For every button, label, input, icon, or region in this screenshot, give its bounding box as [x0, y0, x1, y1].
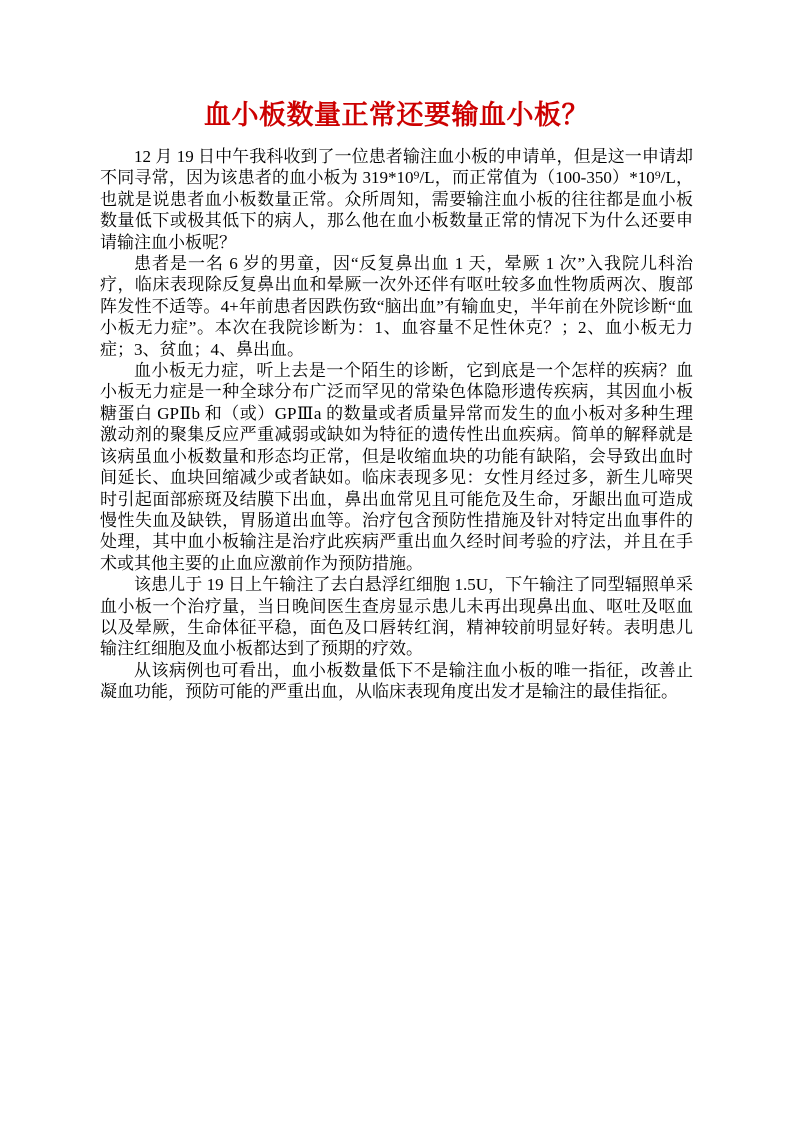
body-paragraph-4: 该患儿于 19 日上午输注了去白悬浮红细胞 1.5U，下午输注了同型辐照单采血小板一个治疗量，当日晚间医生查房显示患儿未再出现鼻出血、呕吐及呕血以及晕厥，生命体征平稳，面色及口唇转红润，精神较前明显好转。表明患儿输注红细胞及血小板都达到了预期的疗效。: [100, 575, 693, 659]
body-paragraph-1: 12 月 19 日中午我科收到了一位患者输注血小板的申请单，但是这一申请却不同寻常，因为该患者的血小板为 319*10⁹/L，而正常值为（100-350）*10⁹/L，也就是说患者血小板数量正常。众所周知，需要输注血小板的往往都是血小板数量低下或极其低下的病人，那么他在血小板数量正常的情况下为什么还要申请输注血小板呢？: [100, 147, 693, 252]
body-paragraph-5: 从该病例也可看出，血小板数量低下不是输注血小板的唯一指征，改善止凝血功能，预防可能的严重出血，从临床表现角度出发才是输注的最佳指征。: [100, 660, 693, 702]
body-paragraph-3: 血小板无力症，听上去是一个陌生的诊断，它到底是一个怎样的疾病？血小板无力症是一种全球分布广泛而罕见的常染色体隐形遗传疾病，其因血小板糖蛋白 GPⅡb 和（或）GPⅢa 的数量或者质量异常而发生的血小板对多种生理激动剂的聚集反应严重减弱或缺如为特征的遗传性出血疾病。简单的解释就是该病虽血小板数量和形态均正常，但是收缩血块的功能有缺陷，会导致出血时间延长、血块回缩减少或者缺如。临床表现多见：女性月经过多，新生儿啼哭时引起面部瘀斑及结膜下出血，鼻出血常见且可能危及生命，牙龈出血可造成慢性失血及缺铁，胃肠道出血等。治疗包含预防性措施及针对特定出血事件的处理，其中血小板输注是治疗此疾病严重出血久经时间考验的疗法，并且在手术或其他主要的止血应激前作为预防措施。: [100, 361, 693, 573]
page-title: 血小板数量正常还要输血小板？: [204, 100, 589, 130]
body-paragraph-2: 患者是一名 6 岁的男童，因“反复鼻出血 1 天，晕厥 1 次”入我院儿科治疗，临床表现除反复鼻出血和晕厥一次外还伴有呕吐较多血性物质两次、腹部阵发性不适等。4+年前患者因跌伤致“脑出血”有输血史，半年前在外院诊断“血小板无力症”。本次在我院诊断为：1、血容量不足性休克？；2、血小板无力症；3、贫血；4、鼻出血。: [100, 254, 693, 359]
